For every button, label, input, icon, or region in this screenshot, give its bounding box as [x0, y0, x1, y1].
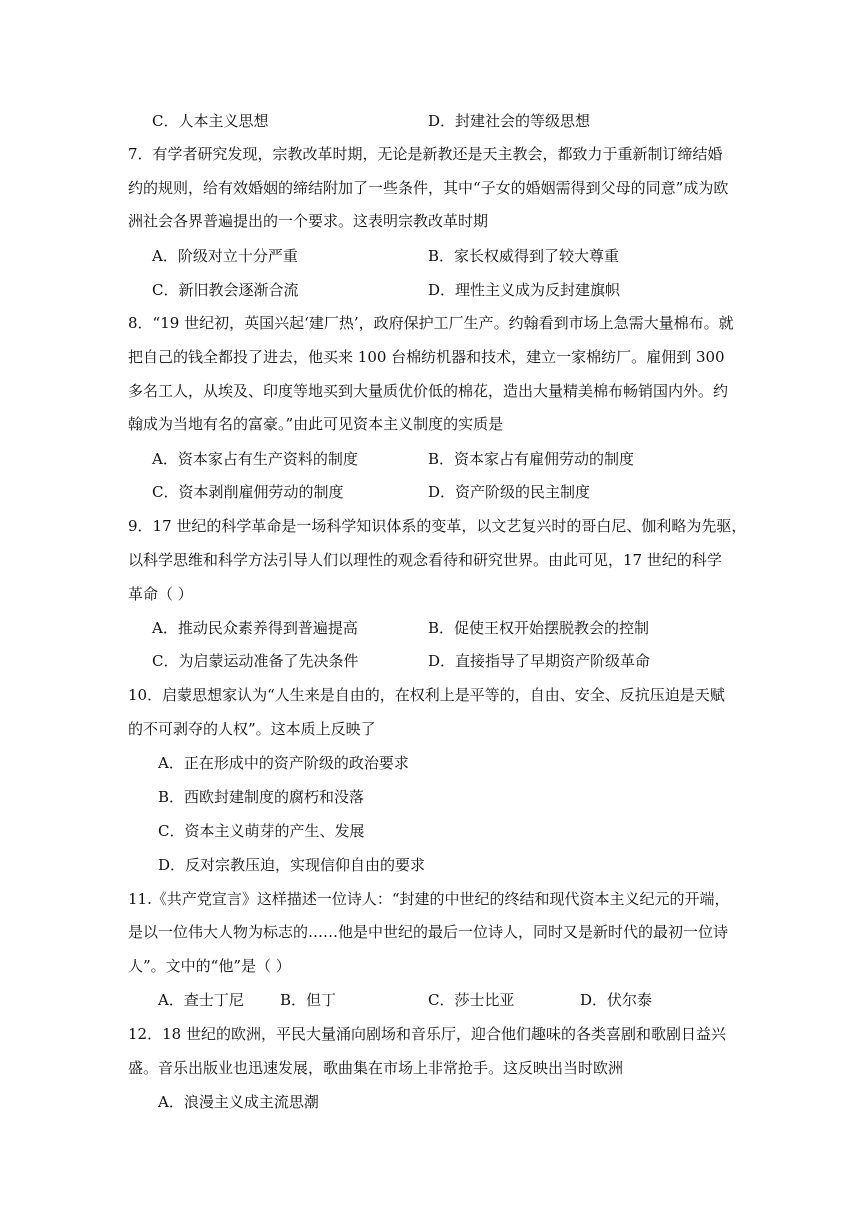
- q11-stem-line-1: 11.《共产党宣言》这样描述一位诗人：“封建的中世纪的终结和现代资本主义纪元的开端，: [128, 890, 730, 908]
- q11-option-c: C．莎士比亚: [428, 991, 515, 1009]
- q10-option-d: D．反对宗教压迫，实现信仰自由的要求: [158, 856, 426, 874]
- q11-option-d: D．伏尔泰: [580, 991, 653, 1009]
- q9-option-a: A．推动民众素养得到普遍提高: [152, 619, 358, 637]
- q6-option-d: D．封建社会的等级思想: [428, 112, 591, 130]
- q6-option-c: C．人本主义思想: [152, 112, 269, 130]
- q9-option-b: B．促使王权开始摆脱教会的控制: [428, 619, 650, 637]
- q10-option-b: B．西欧封建制度的腐朽和没落: [158, 788, 365, 806]
- q10-option-c: C．资本主义萌芽的产生、发展: [158, 822, 365, 840]
- q8-option-c: C．资本剥削雇佣劳动的制度: [152, 483, 344, 501]
- q8-option-d: D．资产阶级的民主制度: [428, 483, 591, 501]
- q7-option-b: B．家长权威得到了较大尊重: [428, 247, 620, 265]
- q7-stem-line-3: 洲社会各界普遍提出的一个要求。这表明宗教改革时期: [128, 212, 489, 230]
- q12-option-a: A．浪漫主义成主流思潮: [158, 1093, 319, 1111]
- q8-option-a: A．资本家占有生产资料的制度: [152, 450, 358, 468]
- q8-stem-line-4: 翰成为当地有名的富豪。”由此可见资本主义制度的实质是: [128, 415, 504, 433]
- q8-stem-line-1: 8．“19 世纪初，英国兴起‘建厂热’，政府保护工厂生产。约翰看到市场上急需大量棉布。就: [128, 314, 734, 332]
- q10-stem-line-2: 的不可剥夺的人权”。这本质上反映了: [128, 720, 376, 738]
- q11-stem-line-3: 人”。文中的“他”是（ ）: [128, 957, 291, 975]
- q7-stem-line-1: 7．有学者研究发现，宗教改革时期，无论是新教还是天主教会，都致力于重新制订缔结婚: [128, 145, 723, 163]
- q7-stem-line-2: 约的规则，给有效婚姻的缔结附加了一些条件，其中“子女的婚姻需得到父母的同意”成为欧: [128, 179, 729, 197]
- q9-stem-line-1: 9．17 世纪的科学革命是一场科学知识体系的变革，以文艺复兴时的哥白尼、伽利略为先驱，: [128, 517, 747, 535]
- q8-option-b: B．资本家占有雇佣劳动的制度: [428, 450, 635, 468]
- q7-option-c: C．新旧教会逐渐合流: [152, 281, 299, 299]
- q12-stem-line-1: 12．18 世纪的欧洲，平民大量涌向剧场和音乐厅，迎合他们趣味的各类喜剧和歌剧日益兴: [128, 1025, 726, 1043]
- q11-option-b: B．但丁: [280, 991, 337, 1009]
- q10-option-a: A．正在形成中的资产阶级的政治要求: [158, 754, 409, 772]
- q12-stem-line-2: 盛。音乐出版业也迅速发展，歌曲集在市场上非常抢手。这反映出当时欧洲: [128, 1059, 624, 1077]
- q9-stem-line-3: 革命（ ）: [128, 585, 193, 603]
- q9-option-c: C．为启蒙运动准备了先决条件: [152, 652, 359, 670]
- q11-option-a: A．查士丁尼: [158, 991, 244, 1009]
- q7-option-d: D．理性主义成为反封建旗帜: [428, 281, 621, 299]
- q9-option-d: D．直接指导了早期资产阶级革命: [428, 652, 651, 670]
- q9-stem-line-2: 以科学思维和科学方法引导人们以理性的观念看待和研究世界。由此可见，17 世纪的科学: [128, 551, 722, 569]
- q10-stem-line-1: 10．启蒙思想家认为“人生来是自由的，在权利上是平等的，自由、安全、反抗压迫是天赋: [128, 686, 725, 704]
- q8-stem-line-3: 多名工人，从埃及、印度等地买到大量质优价低的棉花，造出大量精美棉布畅销国内外。约: [128, 382, 729, 400]
- q8-stem-line-2: 把自己的钱全都投了进去，他买来 100 台棉纺机器和技术，建立一家棉纺厂。雇佣到 300: [128, 348, 725, 366]
- q11-stem-line-2: 是以一位伟大人物为标志的……他是中世纪的最后一位诗人，同时又是新时代的最初一位诗: [128, 923, 729, 941]
- q7-option-a: A．阶级对立十分严重: [152, 247, 298, 265]
